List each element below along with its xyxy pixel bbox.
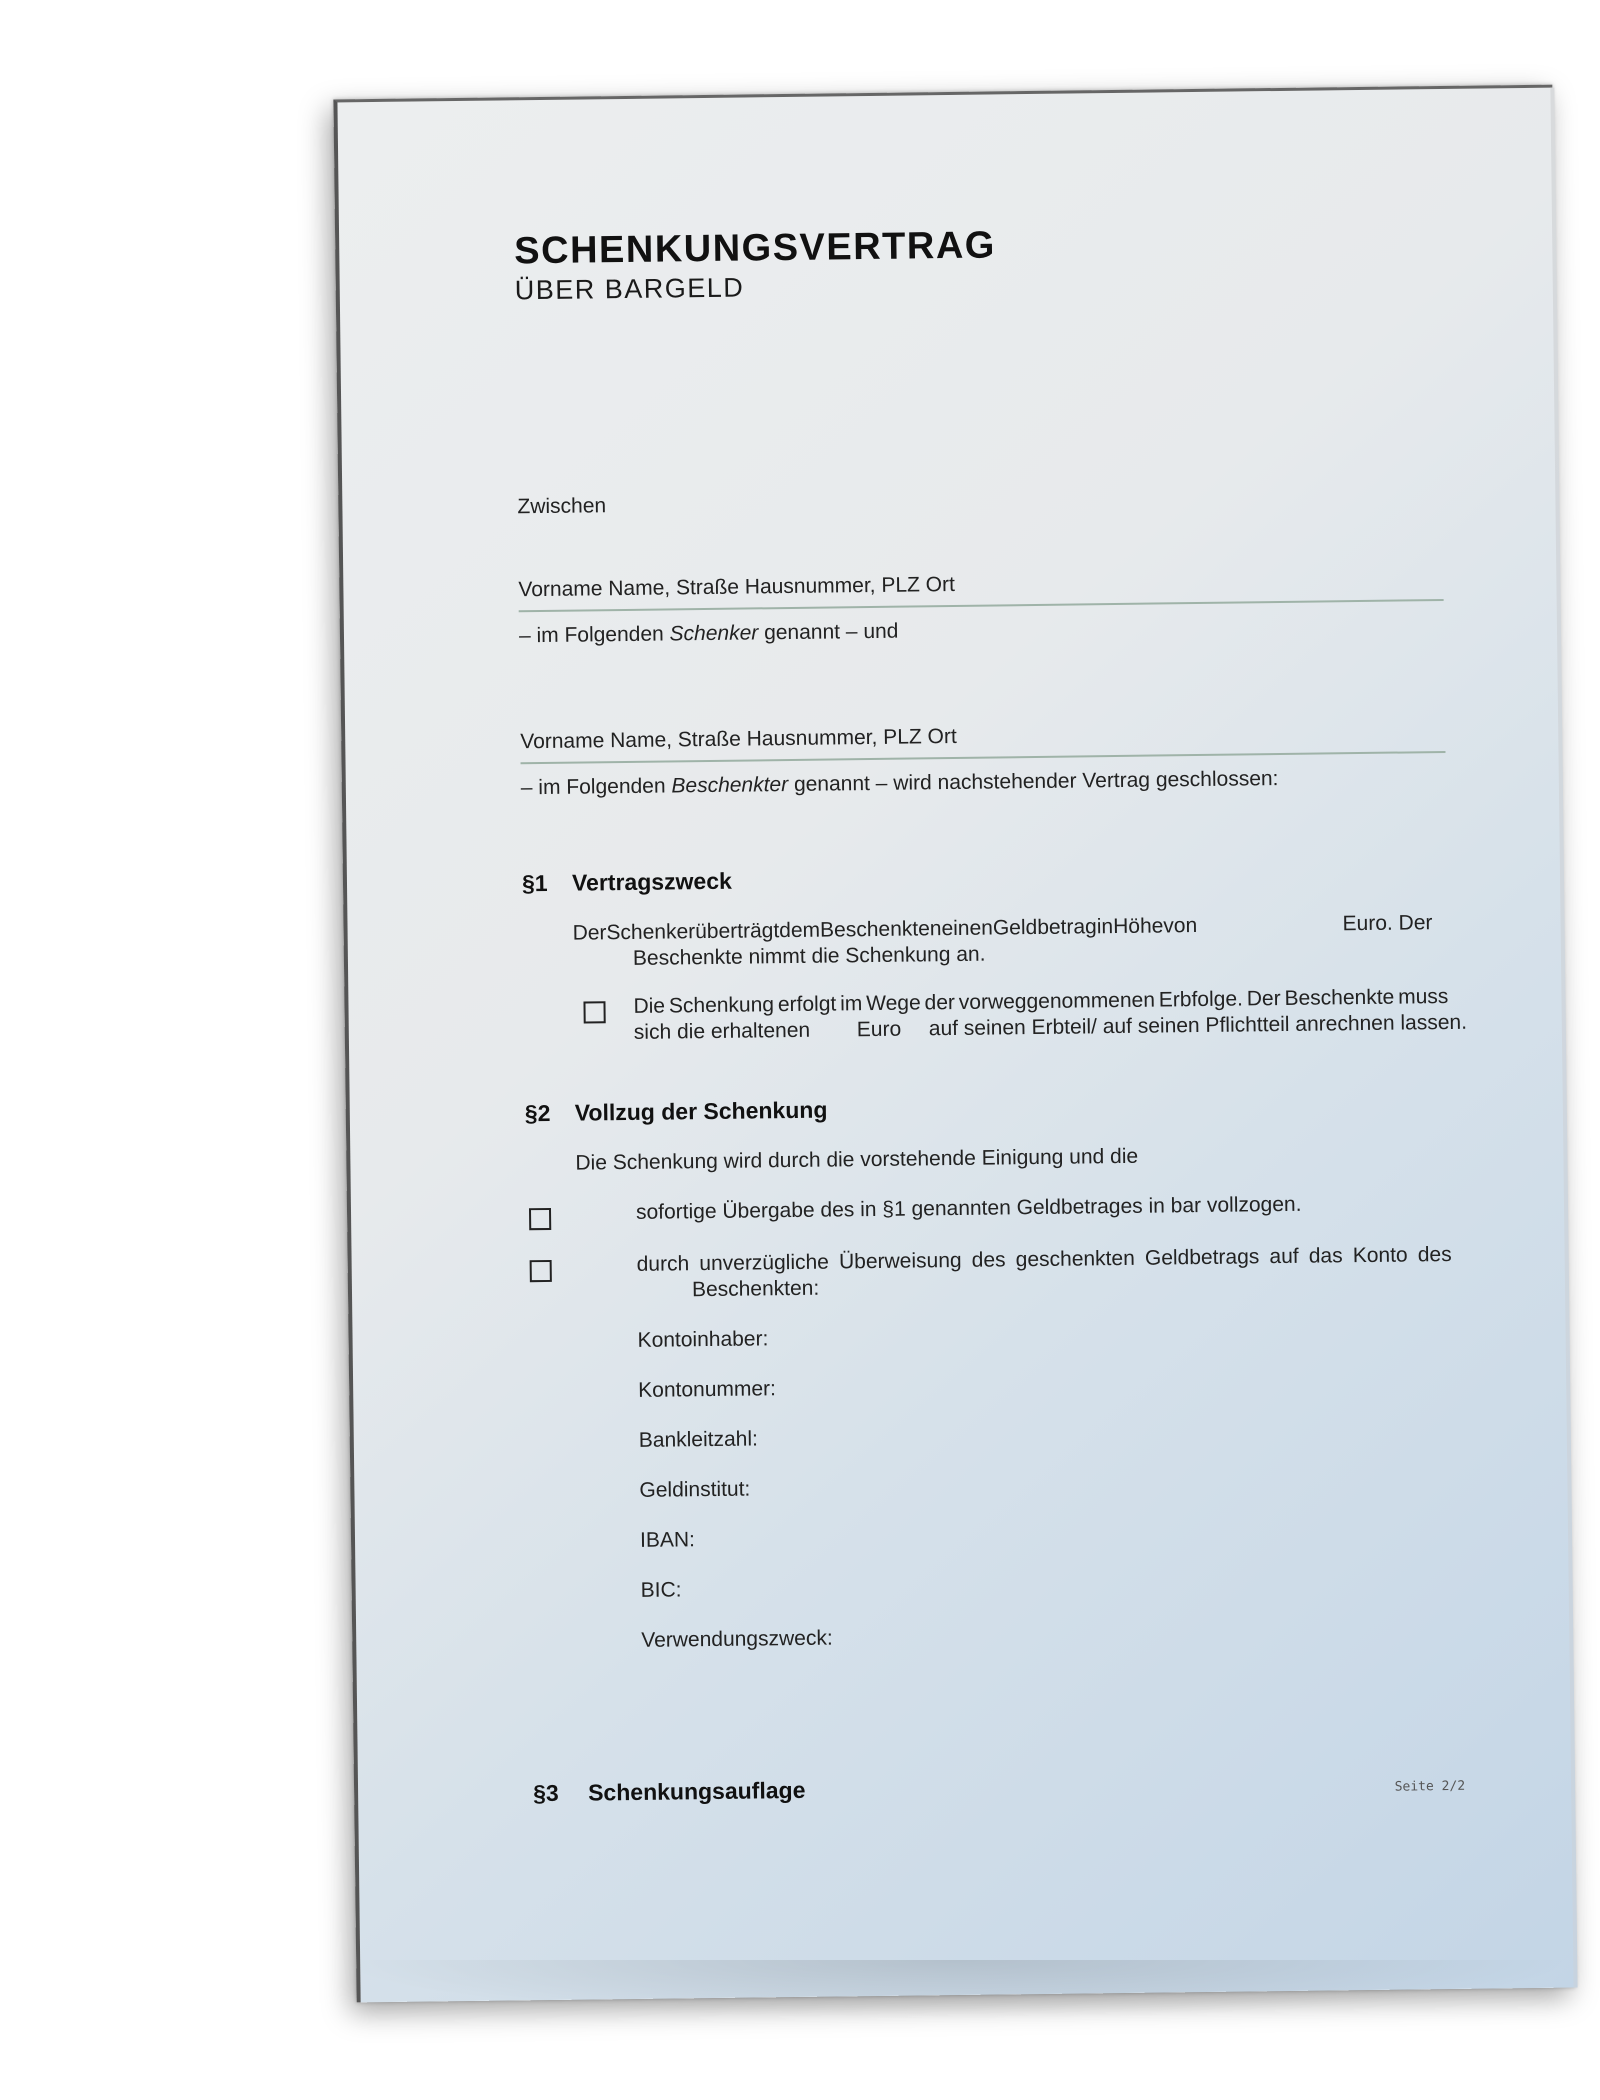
section1-option-line2-a: sich die erhaltenen (633, 1018, 811, 1044)
section2-number: §2 (524, 1099, 551, 1127)
section3-heading: Schenkungsauflage (587, 1776, 806, 1806)
section1-option-line1: Die Schenkung erfolgt im Wege der vorweggenommenen Erbfolge. Der Beschenkte muss (633, 984, 1449, 1018)
section1-paragraph-line1: Der Schenker überträgt dem Beschenkten einen Geldbetrag in Höhe von (572, 914, 1198, 945)
section2-option1: sofortige Übergabe des in §1 genannten Geldbetrages in bar vollzogen. (635, 1192, 1302, 1224)
field-bic: BIC: (640, 1578, 682, 1602)
page-number: Seite 2/2 (1394, 1778, 1466, 1795)
party1-role: – im Folgenden Schenker genannt – und (518, 619, 899, 648)
party2-address: Vorname Name, Straße Hausnummer, PLZ Ort (520, 724, 957, 754)
section1-option-line2-c: auf seinen Erbteil/ auf seinen Pflichtteil anrechnen lassen. (928, 1010, 1468, 1041)
section1-paragraph-line2: Beschenkte nimmt die Schenkung an. (632, 942, 986, 970)
section1-heading: Vertragszweck (571, 867, 732, 896)
party2-underline (521, 751, 1446, 764)
section1-amount-euro: Euro. Der (1342, 911, 1433, 936)
section1-option-line2-euro: Euro (856, 1017, 902, 1042)
document-page (333, 85, 1575, 2003)
page-edge (1550, 88, 1577, 1988)
document-title: SCHENKUNGSVERTRAG (514, 224, 997, 273)
section1-number: §1 (521, 869, 548, 897)
section3-number: §3 (532, 1779, 559, 1807)
checkbox-ueberweisung[interactable] (530, 1260, 552, 1282)
document-subtitle: ÜBER BARGELD (514, 272, 745, 306)
section2-option2-line1: durch unverzügliche Überweisung des geschenkten Geldbetrags auf das Konto des (636, 1242, 1452, 1276)
section2-heading: Vollzug der Schenkung (574, 1096, 828, 1126)
party1-underline (519, 599, 1444, 612)
field-geldinstitut: Geldinstitut: (639, 1477, 751, 1502)
intro-text: Zwischen (517, 494, 607, 519)
checkbox-sofortige-uebergabe[interactable] (529, 1208, 551, 1230)
checkbox-vorweggenommene-erbfolge[interactable] (583, 1001, 605, 1023)
field-kontoinhaber: Kontoinhaber: (637, 1327, 769, 1352)
section2-intro: Die Schenkung wird durch die vorstehende Einigung und die (575, 1144, 1139, 1175)
field-verwendungszweck: Verwendungszweck: (641, 1626, 833, 1652)
section2-option2-line2: Beschenkten: (691, 1276, 820, 1302)
field-iban: IBAN: (639, 1528, 696, 1552)
party2-role: – im Folgenden Beschenkter genannt – wird nachstehender Vertrag geschlossen: (520, 767, 1279, 800)
field-kontonummer: Kontonummer: (638, 1377, 777, 1402)
party1-address: Vorname Name, Straße Hausnummer, PLZ Ort (518, 572, 956, 602)
field-bankleitzahl: Bankleitzahl: (638, 1427, 759, 1452)
page-shadow (330, 1960, 1580, 2020)
